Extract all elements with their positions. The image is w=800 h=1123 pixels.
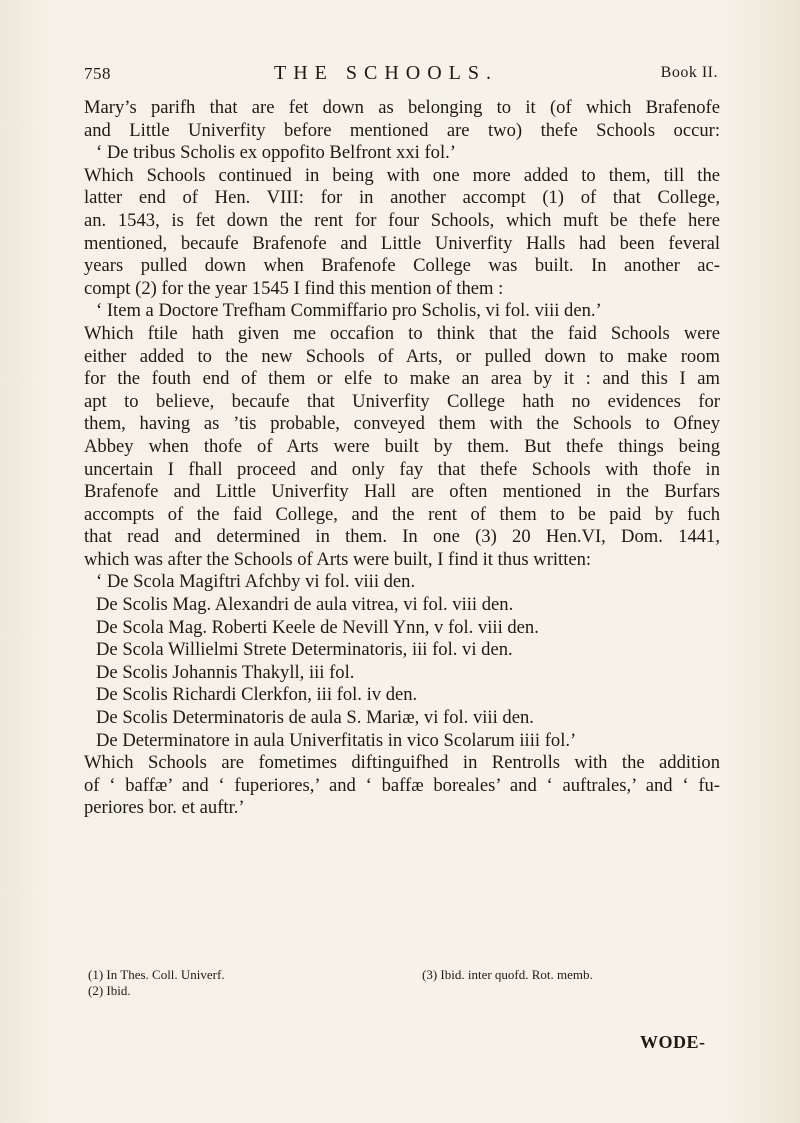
body-text — [84, 97, 720, 820]
footnote-3: (3) Ibid. inter quofd. Rot. memb. — [422, 967, 593, 982]
text-line: Which Schools continued in being with one more added to them, till the — [84, 164, 720, 186]
text-line: years pulled down when Brafenofe College was built. In another ac- — [84, 255, 720, 277]
quoted-line: De Scola Mag. Roberti Keele de Nevill Ynn, v fol. viii den. — [96, 616, 539, 638]
page-number: 758 — [84, 64, 111, 83]
text-line: and Little Univerfity before mentioned are two) thefe Schools occur: — [84, 119, 720, 141]
text-line: Which Schools are fometimes diftinguifhed in Rentrolls with the addition — [84, 752, 720, 774]
quoted-line: De Determinatore in aula Univerfitatis in vico Scolarum iiii fol.’ — [96, 729, 577, 751]
quoted-line: ‘ De tribus Scholis ex oppofito Belfront xxi fol.’ — [96, 142, 456, 164]
text-line: latter end of Hen. VIII: for in another accompt (1) of that College, — [84, 187, 720, 209]
quoted-line: ‘ De Scola Magiftri Afchby vi fol. viii den. — [96, 571, 416, 593]
quoted-line: De Scolis Determinatoris de aula S. Mariæ, vi fol. viii den. — [96, 707, 534, 729]
book-label: Book II. — [660, 64, 718, 81]
text-line: them, having as ’tis probable, conveyed them with the Schools to Ofney — [84, 413, 720, 435]
text-line: Which ftile hath given me occafion to think that the faid Schools were — [84, 322, 720, 344]
text-line: which was after the Schools of Arts were built, I find it thus written: — [84, 548, 592, 570]
catchword: WODE- — [640, 1032, 706, 1052]
page-header — [84, 62, 718, 88]
text-line: for the fouth end of them or elfe to make an area by it : and this I am — [84, 368, 720, 390]
text-line: periores bor. et auftr.’ — [84, 797, 245, 819]
text-line: Mary’s parifh that are fet down as belonging to it (of which Brafenofe — [84, 97, 720, 118]
text-line: that read and determined in them. In one (3) 20 Hen.VI, Dom. 1441, — [84, 526, 720, 548]
text-line: accompts of the faid College, and the rent of them to be paid by fuch — [84, 503, 720, 525]
text-line: either added to the new Schools of Arts, or pulled down to make room — [84, 345, 720, 367]
text-line: Abbey when thofe of Arts were built by them. But thefe things being — [84, 435, 720, 457]
text-line: of ‘ baffæ’ and ‘ fuperiores,’ and ‘ baffæ boreales’ and ‘ auftrales,’ and ‘ fu- — [84, 774, 720, 796]
footnote-1: (1) In Thes. Coll. Univerf. — [88, 967, 225, 982]
text-line: apt to believe, becaufe that Univerfity College hath no evidences for — [84, 390, 720, 412]
text-line: uncertain I fhall proceed and only fay that thefe Schools with thofe in — [84, 458, 720, 480]
text-line: mentioned, becaufe Brafenofe and Little Univerfity Halls had been feveral — [84, 232, 720, 254]
quoted-line: De Scolis Johannis Thakyll, iii fol. — [96, 661, 355, 683]
text-line: compt (2) for the year 1545 I find this mention of them : — [84, 277, 504, 299]
text-line: an. 1543, is fet down the rent for four Schools, which muft be thefe here — [84, 209, 720, 231]
text-line: Brafenofe and Little Univerfity Hall are often mentioned in the Burfars — [84, 481, 720, 503]
quoted-line: ‘ Item a Doctore Trefham Commiffario pro Scholis, vi fol. viii den.’ — [96, 300, 602, 322]
footnote-2: (2) Ibid. — [88, 983, 131, 998]
running-title: THE SCHOOLS. — [274, 62, 499, 84]
quoted-line: De Scola Willielmi Strete Determinatoris, iii fol. vi den. — [96, 639, 513, 661]
quoted-line: De Scolis Richardi Clerkfon, iii fol. iv den. — [96, 684, 418, 706]
quoted-line: De Scolis Mag. Alexandri de aula vitrea, vi fol. viii den. — [96, 594, 514, 616]
